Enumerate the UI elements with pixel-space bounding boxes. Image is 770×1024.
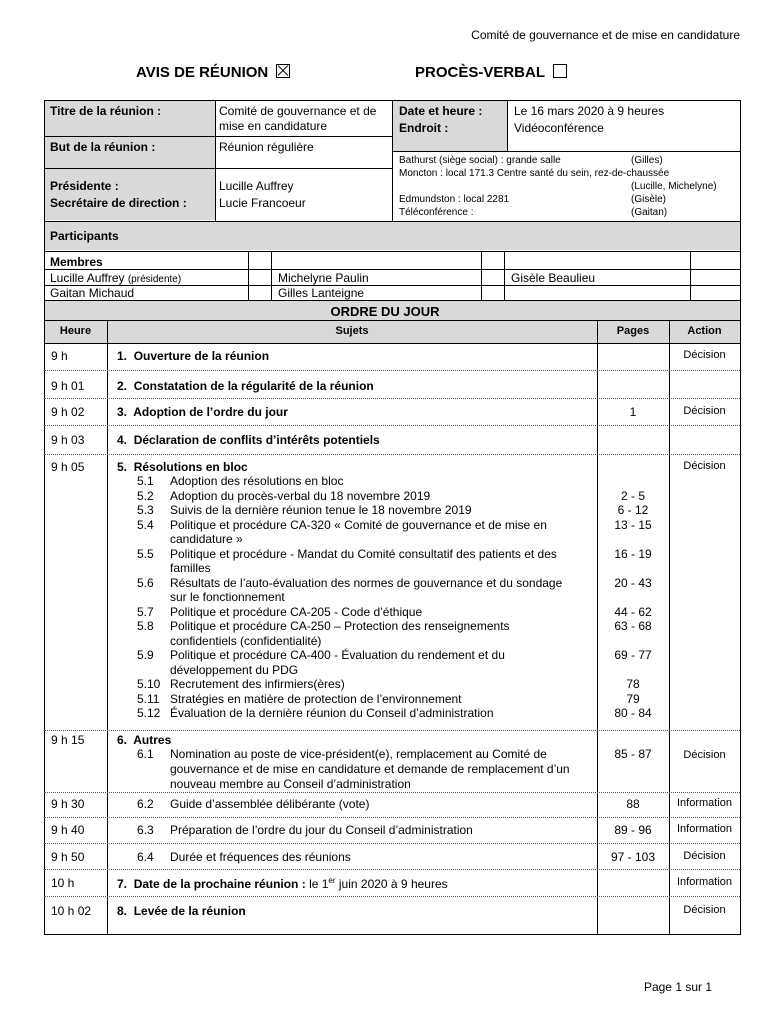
president-value: Lucille Auffrey xyxy=(219,179,294,193)
col-pages: Pages xyxy=(616,325,650,337)
location-moncton-who: (Lucille, Michelyne) xyxy=(631,181,717,192)
num-1: 1. xyxy=(117,349,128,363)
sub-5-text: Politique et procédure CA-320 « Comité de gouvernance et de mise en xyxy=(170,517,547,532)
secretary-label: Secrétaire de direction : xyxy=(50,196,187,210)
num-4: 4. xyxy=(117,433,128,447)
time-7: 10 h xyxy=(51,876,75,890)
text-1: Ouverture de la réunion xyxy=(133,349,270,363)
num-6: 6. xyxy=(117,733,128,747)
sub-5-num: 5.3 xyxy=(137,503,154,517)
title-label: Titre de la réunion : xyxy=(50,104,162,118)
members-label: Membres xyxy=(50,255,103,269)
location-bathurst-who: (Gilles) xyxy=(631,155,663,166)
avis-checkbox[interactable] xyxy=(276,64,290,78)
col-subject: Sujets xyxy=(335,325,369,337)
pages-6-3: 89 - 96 xyxy=(614,823,652,837)
sub-5-num: 5.8 xyxy=(137,619,154,633)
location-bathurst: Bathurst (siège social) : grande salle xyxy=(399,155,561,166)
text-4: Déclaration de conflits d’intérêts potentiels xyxy=(133,433,380,447)
sub-5-num: 5.10 xyxy=(137,677,161,691)
sub-6-1-line3: nouveau membre au Conseil d’administration xyxy=(170,777,411,791)
proces-verbal xyxy=(415,64,567,81)
time-6-2: 9 h 30 xyxy=(51,797,85,811)
sub-5-num: 5.2 xyxy=(137,488,154,503)
president-label: Présidente : xyxy=(50,179,119,193)
pages-6-4: 97 - 103 xyxy=(610,850,656,864)
time-3: 9 h 02 xyxy=(51,405,85,419)
sub-5-text: Résultats de l’auto-évaluation des normes de gouvernance et du sondage xyxy=(170,575,563,590)
agenda-item-4 xyxy=(117,433,380,447)
text-7-sup: er xyxy=(328,876,336,885)
action-1: Décision xyxy=(683,349,726,361)
location-teleconf-who: (Gaitan) xyxy=(631,207,668,218)
text-6-4: Durée et fréquences des réunions xyxy=(170,850,351,864)
num-5: 5. xyxy=(117,460,128,474)
member-gisele: Gisèle Beaulieu xyxy=(511,271,596,285)
member-michelyne: Michelyne Paulin xyxy=(278,271,369,285)
place-label: Endroit : xyxy=(399,121,449,135)
sub-5-pages: 16 - 19 xyxy=(614,546,652,561)
committee-header: Comité de gouvernance et de mise en candidature xyxy=(471,28,740,42)
sub-5-text: Suivis de la dernière réunion tenue le 18 novembre 2019 xyxy=(170,503,472,517)
pages-6-2: 88 xyxy=(626,797,640,811)
pages-6-1: 85 - 87 xyxy=(614,747,652,761)
location-edmundston: Edmundston : local 2281 xyxy=(399,194,510,205)
sub-5-text: Stratégies en matière de protection de l’environnement xyxy=(170,691,462,706)
sub-5-pages: 6 - 12 xyxy=(617,503,649,517)
sub-5-pages: 79 xyxy=(626,691,640,706)
title-value-1: Comité de gouvernance et de xyxy=(219,104,377,118)
place-value: Vidéoconférence xyxy=(514,121,604,135)
member-gilles: Gilles Lanteigne xyxy=(278,286,365,300)
avis-label: AVIS DE RÉUNION xyxy=(136,64,269,81)
sub-5-text: Adoption des résolutions en bloc xyxy=(170,474,344,488)
sub-5-num: 5.12 xyxy=(137,706,161,720)
action-6-4: Décision xyxy=(683,850,726,862)
title-value-2: mise en candidature xyxy=(219,119,328,133)
sub-5-text: Politique et procédure CA-250 – Protection des renseignements xyxy=(170,619,510,633)
sub-5-text: Politique et procédure CA-205 - Code d’éthique xyxy=(170,604,423,619)
time-5: 9 h 05 xyxy=(51,460,85,474)
member-gaitan: Gaitan Michaud xyxy=(50,286,135,300)
col-action: Action xyxy=(687,325,722,337)
sub-5-pages: 63 - 68 xyxy=(614,619,652,633)
sub-5-num: 5.5 xyxy=(137,546,154,561)
text-3: Adoption de l’ordre du jour xyxy=(133,405,288,419)
sub-5-pages: 13 - 15 xyxy=(614,517,652,532)
action-8: Décision xyxy=(683,904,726,916)
purpose-label: But de la réunion : xyxy=(50,140,156,154)
purpose-value: Réunion régulière xyxy=(219,140,314,154)
sub-5-text-cont: développement du PDG xyxy=(170,662,299,677)
agenda-item-8 xyxy=(117,904,246,918)
num-6-3: 6.3 xyxy=(137,823,154,837)
num-7: 7. xyxy=(117,877,128,891)
agenda-item-3 xyxy=(117,405,288,419)
time-6: 9 h 15 xyxy=(51,733,85,747)
action-7: Information xyxy=(676,876,733,888)
time-6-4: 9 h 50 xyxy=(51,850,85,864)
date-value: Le 16 mars 2020 à 9 heures xyxy=(514,104,665,118)
sub-5-num: 5.6 xyxy=(137,575,154,590)
sub-5-num: 5.9 xyxy=(137,648,154,662)
num-2: 2. xyxy=(117,379,128,393)
location-teleconf: Téléconférence : xyxy=(399,207,474,218)
sub-5-text-cont: candidature » xyxy=(170,532,243,546)
text-8: Levée de la réunion xyxy=(133,904,246,918)
text-6-3: Préparation de l’ordre du jour du Conseil d’administration xyxy=(170,823,473,837)
location-moncton: Moncton : local 171.3 Centre santé du sein, rez-de-chaussée xyxy=(399,168,670,179)
time-8: 10 h 02 xyxy=(51,904,92,918)
sub-5-pages: 80 - 84 xyxy=(614,706,652,720)
sub-5-pages: 69 - 77 xyxy=(614,648,652,662)
num-6-4: 6.4 xyxy=(137,850,154,864)
num-8: 8. xyxy=(117,904,128,918)
date-label: Date et heure : xyxy=(399,104,483,118)
sub-5-text-cont: sur le fonctionnement xyxy=(170,590,285,604)
agenda-item-6 xyxy=(117,733,171,747)
sub-5-text-cont: familles xyxy=(170,561,211,575)
action-5: Décision xyxy=(683,460,726,472)
sub-5-num: 5.7 xyxy=(137,604,154,619)
pv-checkbox[interactable] xyxy=(553,64,567,78)
sub-5-num: 5.4 xyxy=(137,517,154,532)
text-7-date: le 1 xyxy=(309,877,329,891)
sub-5-pages: 44 - 62 xyxy=(614,604,652,619)
action-6-3: Information xyxy=(676,823,733,835)
time-4: 9 h 03 xyxy=(51,433,85,447)
text-6-2: Guide d’assemblée délibérante (vote) xyxy=(170,797,370,811)
avis-de-reunion xyxy=(136,64,290,81)
sub-5-text: Adoption du procès-verbal du 18 novembre 2019 xyxy=(170,488,431,503)
sub-5-text: Politique et procédure CA-400 - Évaluation du rendement et du xyxy=(170,648,505,662)
sub-6-1-line2: gouvernance et de mise en candidature et demande de remplacement d’un xyxy=(170,762,570,776)
pv-label: PROCÈS-VERBAL xyxy=(415,64,546,81)
text-5: Résolutions en bloc xyxy=(133,460,248,474)
num-6-2: 6.2 xyxy=(137,797,154,811)
agenda-item-2 xyxy=(117,379,374,393)
text-6: Autres xyxy=(133,733,172,747)
page-number: Page 1 sur 1 xyxy=(643,980,712,994)
sub-5-text: Recrutement des infirmiers(ères) xyxy=(170,677,345,691)
sub-5-num: 5.1 xyxy=(137,474,154,488)
member-lucille xyxy=(50,271,181,285)
participants-label: Participants xyxy=(50,229,119,243)
num-3: 3. xyxy=(117,405,128,419)
sub-6-1-line1: Nomination au poste de vice-président(e), remplacement au Comité de xyxy=(170,747,547,761)
sub-5-num: 5.11 xyxy=(137,691,160,706)
sub-5-pages: 2 - 5 xyxy=(620,488,645,503)
action-6-1: Décision xyxy=(683,749,726,761)
sub-5-text: Politique et procédure - Mandat du Comité consultatif des patients et des xyxy=(170,546,557,561)
pages-3: 1 xyxy=(629,405,637,419)
member-lucille-note: (présidente) xyxy=(127,274,182,285)
action-6-2: Information xyxy=(676,797,733,809)
col-time: Heure xyxy=(59,325,92,337)
sub-5-pages: 20 - 43 xyxy=(614,575,652,590)
text-7: Date de la prochaine réunion : xyxy=(133,877,306,891)
sub-5-text-cont: confidentiels (confidentialité) xyxy=(170,633,322,648)
action-3: Décision xyxy=(683,405,726,417)
agenda-title: ORDRE DU JOUR xyxy=(330,304,440,319)
sub-5-text: Évaluation de la dernière réunion du Conseil d’administration xyxy=(170,706,494,720)
time-6-3: 9 h 40 xyxy=(51,823,85,837)
agenda-item-5 xyxy=(117,460,248,474)
sub-5-pages: 78 xyxy=(626,677,640,691)
time-2: 9 h 01 xyxy=(51,379,85,393)
time-1: 9 h xyxy=(51,349,68,363)
member-lucille-name: Lucille Auffrey xyxy=(50,271,125,285)
agenda-item-7 xyxy=(117,876,448,891)
text-7-rest: juin 2020 à 9 heures xyxy=(335,877,448,891)
text-2: Constatation de la régularité de la réunion xyxy=(133,379,374,393)
location-edmundston-who: (Gisèle) xyxy=(631,194,667,205)
agenda-item-1 xyxy=(117,349,269,363)
secretary-value: Lucie Francoeur xyxy=(219,196,306,210)
sub-6-1-num: 6.1 xyxy=(137,747,154,761)
